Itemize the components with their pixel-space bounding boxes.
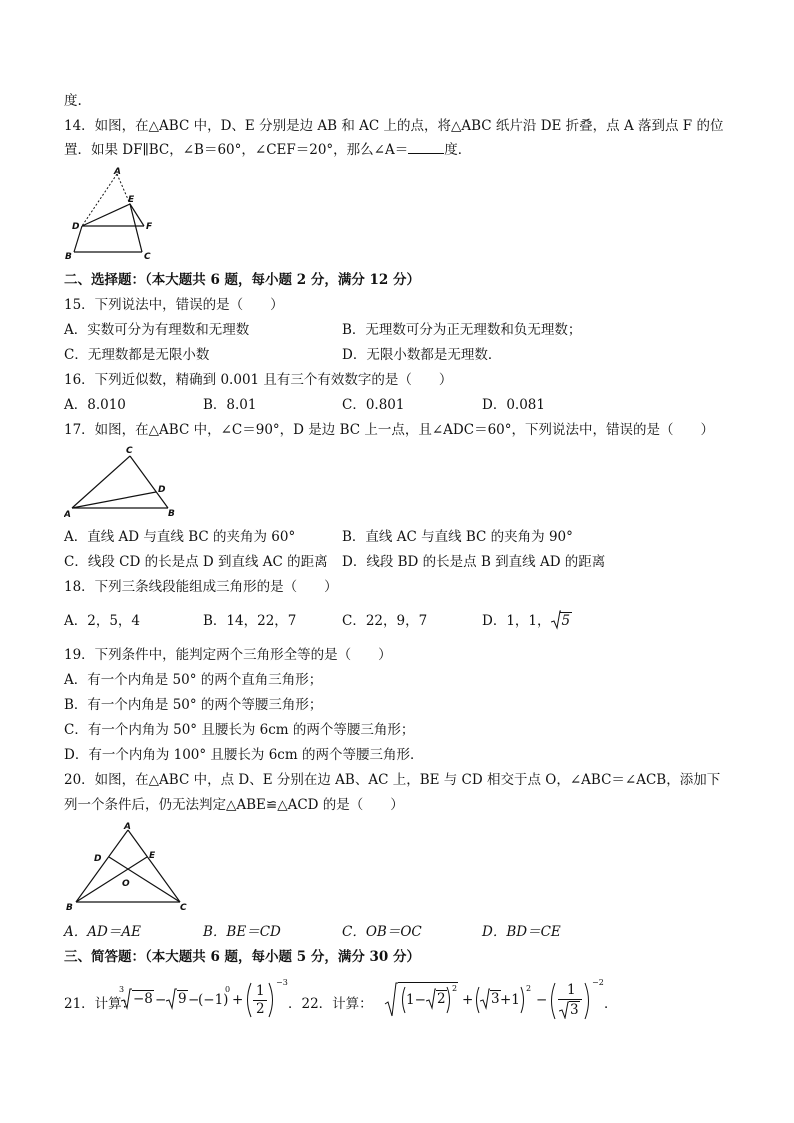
q16-option-a: A．8.010 [64, 397, 126, 413]
q16-option-d: D．0.081 [482, 397, 545, 413]
text-line-prev-end: 度. [64, 93, 82, 109]
op-minus-1: − [155, 992, 167, 1008]
fig14-label-A: A [114, 167, 121, 177]
radical-sign-icon [426, 988, 436, 1010]
q15-option-a: A．实数可分为有理数和无理数 [64, 322, 250, 338]
figure-20 [62, 820, 192, 912]
fig20-AC [128, 830, 180, 902]
fig20-BE [76, 857, 147, 902]
op-plus: + [232, 992, 244, 1008]
exp-neg2: −2 [592, 978, 604, 987]
question-18: 18．下列三条线段能组成三角形的是（ ） [64, 579, 338, 595]
question-14-text: 置．如果 DF∥BC，∠B＝60°，∠CEF＝20°，那么∠A＝ [64, 142, 409, 158]
fig20-label-C: C [180, 903, 187, 912]
frac-den-2: 2 [256, 1001, 265, 1017]
answer-blank [408, 141, 444, 154]
fig17-label-A: A [64, 510, 71, 518]
right-paren-icon [268, 982, 276, 1018]
exp-zero: 0 [225, 985, 231, 994]
fig20-label-O: O [122, 879, 130, 889]
q20-option-a: A．AD＝AE [64, 924, 141, 940]
question-20-line-1: 20．如图，在△ABC 中，点 D、E 分别在边 AB、AC 上，BE 与 CD 相交于点 O，∠ABC＝∠ACB，添加下 [64, 772, 721, 788]
frac-num-1: 1 [567, 982, 576, 998]
fig17-CB [130, 456, 168, 508]
root-index: 3 [119, 985, 125, 994]
question-14-end: 度． [444, 142, 472, 158]
root-2: 2 [437, 991, 446, 1007]
fig14-EC [130, 204, 142, 252]
radical-sign-icon [165, 988, 177, 1010]
figure-14 [62, 166, 162, 262]
q17-option-d: D．线段 BD 的长是点 B 到直线 AD 的距离 [342, 554, 606, 570]
op-minus-2: − [188, 992, 200, 1008]
term-neg8: −8 [133, 991, 153, 1007]
section-2-heading: 二、选择题：（本大题共 6 题，每小题 2 分，满分 12 分） [64, 272, 421, 288]
big-radical-bar [398, 982, 458, 983]
q16-option-c: C．0.801 [342, 397, 405, 413]
plus-1: +1 [500, 992, 520, 1008]
exp-sq-2: 2 [526, 984, 532, 993]
root-3-den: 3 [570, 1002, 579, 1018]
figure-17 [64, 442, 184, 518]
big-radical-sign-icon [384, 982, 398, 1018]
frac-num-1: 1 [256, 983, 265, 999]
question-17: 17．如图，在△ABC 中，∠C＝90°，D 是边 BC 上一点，且∠ADC＝60°，下列说法中，错误的是（ ） [64, 422, 715, 438]
end-period: ． [604, 996, 618, 1012]
question-14-line-1: 14．如图，在△ABC 中，D、E 分别是边 AB 和 AC 上的点，将△ABC 纸片沿 DE 折叠，点 A 落到点 F 的位 [64, 118, 724, 134]
question-21-22-line [64, 978, 704, 1022]
exp-sq-1: 2 [452, 984, 458, 993]
q20-option-c: C．OB＝OC [342, 924, 422, 940]
q18-option-d-text: D．1，1， [482, 613, 551, 629]
left-paren-icon [548, 982, 556, 1020]
question-22-label: ．22．计算： [288, 996, 373, 1012]
fig14-label-D: D [72, 222, 80, 232]
fig17-label-C: C [126, 446, 133, 456]
radical-sign-icon [480, 988, 490, 1010]
term-neg1: (−1) [198, 992, 229, 1008]
fig17-label-B: B [168, 509, 175, 518]
root-3: 3 [491, 991, 500, 1007]
question-21-label: 21．计算： [64, 996, 136, 1012]
q19-option-b: B．有一个内角是 50° 的两个等腰三角形； [64, 697, 323, 713]
q15-option-d: D．无限小数都是无理数． [342, 347, 502, 363]
fig14-label-B: B [65, 252, 72, 262]
q19-option-a: A．有一个内角是 50° 的两个直角三角形； [64, 672, 323, 688]
fig14-EF [130, 204, 144, 226]
fig14-label-E: E [128, 195, 135, 205]
q20-option-d: D．BD＝CE [482, 924, 561, 940]
fig20-CD [109, 857, 180, 902]
q17-option-b: B．直线 AC 与直线 BC 的夹角为 90° [342, 529, 573, 545]
q20-option-b: B．BE＝CD [203, 924, 281, 940]
fraction-bar [558, 999, 582, 1000]
fig20-label-A: A [124, 822, 131, 832]
exp-neg3: −3 [276, 978, 288, 987]
q18-option-d [482, 612, 572, 630]
q15-option-c: C．无理数都是无限小数 [64, 347, 210, 363]
question-20-line-2: 列一个条件后，仍无法判定△ABE≌△ACD 的是（ ） [64, 797, 404, 813]
question-19: 19．下列条件中，能判定两个三角形全等的是（ ） [64, 647, 392, 663]
right-paren-icon [584, 982, 592, 1020]
radical-sign-icon [559, 1001, 569, 1019]
fig17-CA [72, 456, 130, 508]
sqrt-5: 5 [551, 612, 573, 630]
q17-option-c: C．线段 CD 的长是点 D 到直线 AC 的距离 [64, 554, 328, 570]
q17-option-a: A．直线 AD 与直线 BC 的夹角为 60° [64, 529, 296, 545]
question-16: 16．下列近似数，精确到 0.001 且有三个有效数字的是（ ） [64, 372, 453, 388]
op-plus: + [462, 992, 474, 1008]
fig20-label-B: B [66, 903, 73, 912]
q16-option-b: B．8.01 [203, 397, 257, 413]
question-14-line-2 [64, 141, 471, 159]
fig20-label-D: D [94, 854, 102, 864]
section-3-heading: 三、简答题：（本大题共 6 题，每小题 5 分，满分 30 分） [64, 949, 421, 965]
q19-option-d: D．有一个内角为 100° 且腰长为 6cm 的两个等腰三角形． [64, 747, 424, 763]
fig20-AB [76, 830, 128, 902]
fig14-label-C: C [144, 252, 151, 262]
fig14-label-F: F [146, 222, 153, 232]
op-minus: − [536, 992, 548, 1008]
term-9: 9 [178, 991, 187, 1007]
left-paren-icon [244, 982, 252, 1018]
q18-option-a: A．2，5，4 [64, 613, 141, 629]
fig20-label-E: E [149, 851, 156, 861]
fig17-AD [72, 492, 156, 508]
fig17-label-D: D [158, 485, 166, 495]
question-15: 15．下列说法中，错误的是（ ） [64, 297, 284, 313]
q15-option-b: B．无理数可分为正无理数和负无理数； [342, 322, 582, 338]
q19-option-c: C．有一个内角为 50° 且腰长为 6cm 的两个等腰三角形； [64, 722, 415, 738]
q18-option-c: C．22，9，7 [342, 613, 428, 629]
q18-option-b: B．14，22，7 [203, 613, 297, 629]
radical-sign-icon [551, 610, 561, 630]
inner-1-minus: 1− [406, 992, 426, 1008]
